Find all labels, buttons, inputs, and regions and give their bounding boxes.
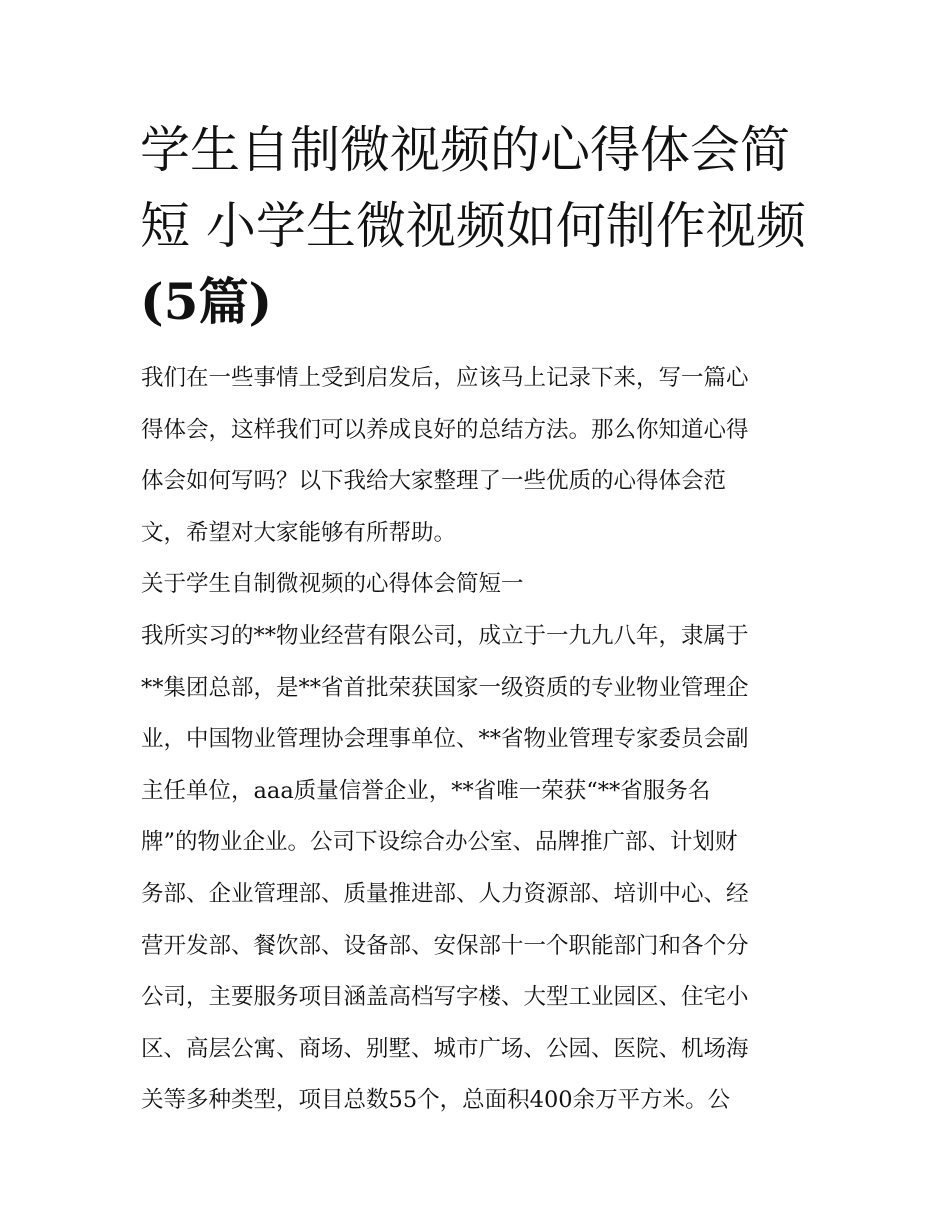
title-line-1: 学生自制微视频的心得体会简 (140, 121, 790, 179)
intro-line-4: 文，希望对大家能够有所帮助。 (141, 519, 457, 546)
paragraph-line-8: 公司，主要服务项目涵盖高档写字楼、大型工业园区、住宅小 (141, 984, 749, 1011)
paragraph-line-2: **集团总部，是**省首批荣获国家一级资质的专业物业管理企 (141, 674, 749, 701)
paragraph-line-10: 关等多种类型，项目总数55个，总面积400余万平方米。公 (141, 1087, 731, 1114)
intro-line-2: 得体会，这样我们可以养成良好的总结方法。那么你知道心得 (141, 416, 749, 443)
body-paragraph (141, 611, 816, 1127)
intro-line-1: 我们在一些事情上受到启发后，应该马上记录下来，写一篇心 (141, 365, 749, 391)
section-heading (141, 559, 816, 611)
paragraph-line-4: 主任单位，aaa质量信誉企业，**省唯一荣获“**省服务名 (141, 777, 711, 804)
paragraph-line-6: 务部、企业管理部、质量推进部、人力资源部、培训中心、经 (141, 880, 749, 907)
paragraph-line-1: 我所实习的**物业经营有限公司，成立于一九九八年，隶属于 (141, 622, 749, 649)
section-heading-text: 关于学生自制微视频的心得体会简短一 (141, 571, 524, 598)
intro-paragraph (141, 353, 816, 559)
title-line-2: 短 小学生微视频如何制作视频 (140, 197, 806, 255)
document-title (140, 112, 830, 340)
paragraph-line-9: 区、高层公寓、商场、别墅、城市广场、公园、医院、机场海 (141, 1035, 749, 1062)
title-line-3: (5篇) (140, 272, 273, 331)
paragraph-line-5: 牌”的物业企业。公司下设综合办公室、品牌推广部、计划财 (141, 829, 738, 856)
intro-line-3: 体会如何写吗？以下我给大家整理了一些优质的心得体会范 (141, 468, 727, 495)
document-body (141, 353, 816, 1127)
paragraph-line-7: 营开发部、餐饮部、设备部、安保部十一个职能部门和各个分 (141, 932, 749, 959)
paragraph-line-3: 业，中国物业管理协会理事单位、**省物业管理专家委员会副 (141, 726, 749, 753)
